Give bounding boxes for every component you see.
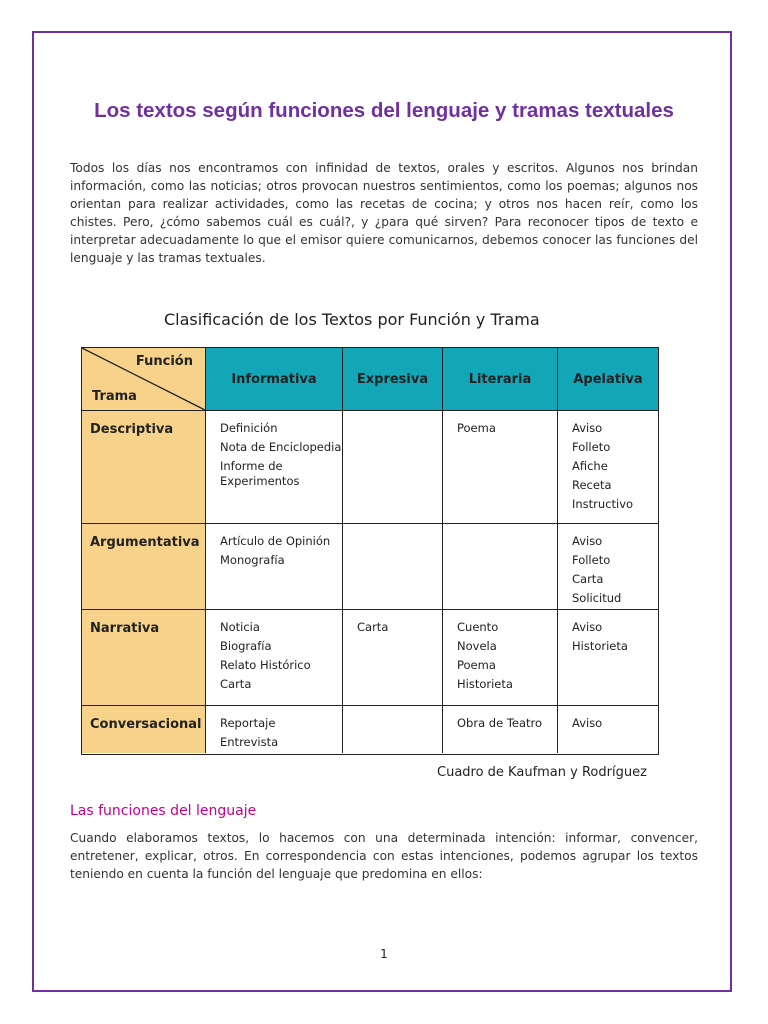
cell-text-item: Poema <box>457 421 496 435</box>
table-cell-literaria <box>443 610 558 705</box>
cell-text-item: Historieta <box>572 639 628 653</box>
table-cell-apelativa <box>558 610 658 705</box>
cell-text-item: Carta <box>357 620 389 634</box>
cell-text-item: Aviso <box>572 421 603 435</box>
cell-text-item: Novela <box>457 639 497 653</box>
cell-text-item: Folleto <box>572 553 611 567</box>
cell-text-item: Afiche <box>572 459 608 473</box>
figure-caption: Cuadro de Kaufman y Rodríguez <box>437 765 647 780</box>
table-row <box>82 524 658 610</box>
cell-text-item: Entrevista <box>220 735 279 749</box>
table-corner-cell <box>82 348 206 411</box>
cell-text-item: Informe de Experimentos <box>220 459 300 488</box>
document-title: Los textos según funciones del lenguaje y tramas textuales <box>94 99 674 122</box>
cell-text-item: Solicitud <box>572 591 622 605</box>
section-heading: Las funciones del lenguaje <box>70 803 257 819</box>
cell-text-item: Instructivo <box>572 497 634 511</box>
intro-paragraph: Todos los días nos encontramos con infinidad de textos, orales y escritos. Algunos nos brindan información, como las noticias; otros provocan nuestros sentimientos, como los poemas; algunos nos orientan para realizar actividades, como las recetas de cocina; y otros nos hacen reír, como los chistes. Pero, ¿cómo sabemos cuál es cuál?, y ¿para qué sirven? Para reconocer tipos de texto e interpretar adecuadamente lo que el emisor quiere comunicarnos, debemos conocer las funciones del lenguaje y las tramas textuales. <box>70 161 698 265</box>
cell-text-item: Historieta <box>457 677 513 691</box>
table-row <box>82 610 658 706</box>
cell-text-item: Definición <box>220 421 278 435</box>
table-cell-apelativa <box>558 411 658 523</box>
table-header-row <box>206 348 658 411</box>
section-paragraph: Cuando elaboramos textos, lo hacemos con una determinada intención: informar, convencer, entretener, explicar, otros. En correspondencia con estas intenciones, podemos agrupar los textos teniendo en cuenta la función del lenguaje que predomina en ellos: <box>70 831 698 881</box>
table-cell-expresiva <box>343 524 443 609</box>
table-cell-literaria <box>443 524 558 609</box>
cell-text-item: Relato Histórico <box>220 658 311 672</box>
cell-text-item: Noticia <box>220 620 260 634</box>
row-header-narrativa: Narrativa <box>82 610 206 705</box>
cell-text-item: Receta <box>572 478 612 492</box>
cell-text-item: Aviso <box>572 620 603 634</box>
table-cell-informativa <box>206 524 343 609</box>
row-header-argumentativa: Argumentativa <box>82 524 206 609</box>
page-number: 1 <box>380 947 388 961</box>
cell-text-item: Aviso <box>572 534 603 548</box>
table-cell-informativa <box>206 411 343 523</box>
cell-text-item: Folleto <box>572 440 611 454</box>
corner-trama-label: Trama <box>92 389 137 404</box>
figure-title: Clasificación de los Textos por Función y Trama <box>164 310 540 329</box>
classification-table <box>81 347 659 755</box>
column-header-informativa: Informativa <box>206 348 343 410</box>
cell-text-item: Monografía <box>220 553 285 567</box>
column-header-apelativa: Apelativa <box>573 371 643 387</box>
cell-text-item: Poema <box>457 658 496 672</box>
row-header-conversacional: Conversacional <box>82 706 206 753</box>
table-cell-literaria <box>443 706 558 753</box>
table-cell-apelativa <box>558 706 658 753</box>
cell-text-item: Carta <box>220 677 252 691</box>
cell-text-item: Aviso <box>572 716 603 730</box>
row-header-descriptiva: Descriptiva <box>82 411 206 523</box>
table-cell-informativa <box>206 706 343 753</box>
table-cell-informativa <box>206 610 343 705</box>
corner-funcion-label: Función <box>135 354 193 369</box>
table-cell-expresiva <box>343 610 443 705</box>
cell-text-item: Obra de Teatro <box>457 716 543 730</box>
table-cell-apelativa <box>558 524 658 609</box>
table-cell-expresiva <box>343 411 443 523</box>
cell-text-item: Artículo de Opinión <box>220 534 331 548</box>
column-header-expresiva: Expresiva <box>343 348 443 410</box>
table-cell-expresiva <box>343 706 443 753</box>
table-row <box>82 411 658 524</box>
column-header-literaria: Literaria <box>443 348 558 410</box>
cell-text-item: Nota de Enciclopedia <box>220 440 342 454</box>
cell-text-item: Carta <box>572 572 604 586</box>
cell-text-item: Cuento <box>457 620 499 634</box>
table-cell-literaria <box>443 411 558 523</box>
cell-text-item: Reportaje <box>220 716 276 730</box>
cell-text-item: Biografía <box>220 639 272 653</box>
table-row <box>82 706 658 753</box>
